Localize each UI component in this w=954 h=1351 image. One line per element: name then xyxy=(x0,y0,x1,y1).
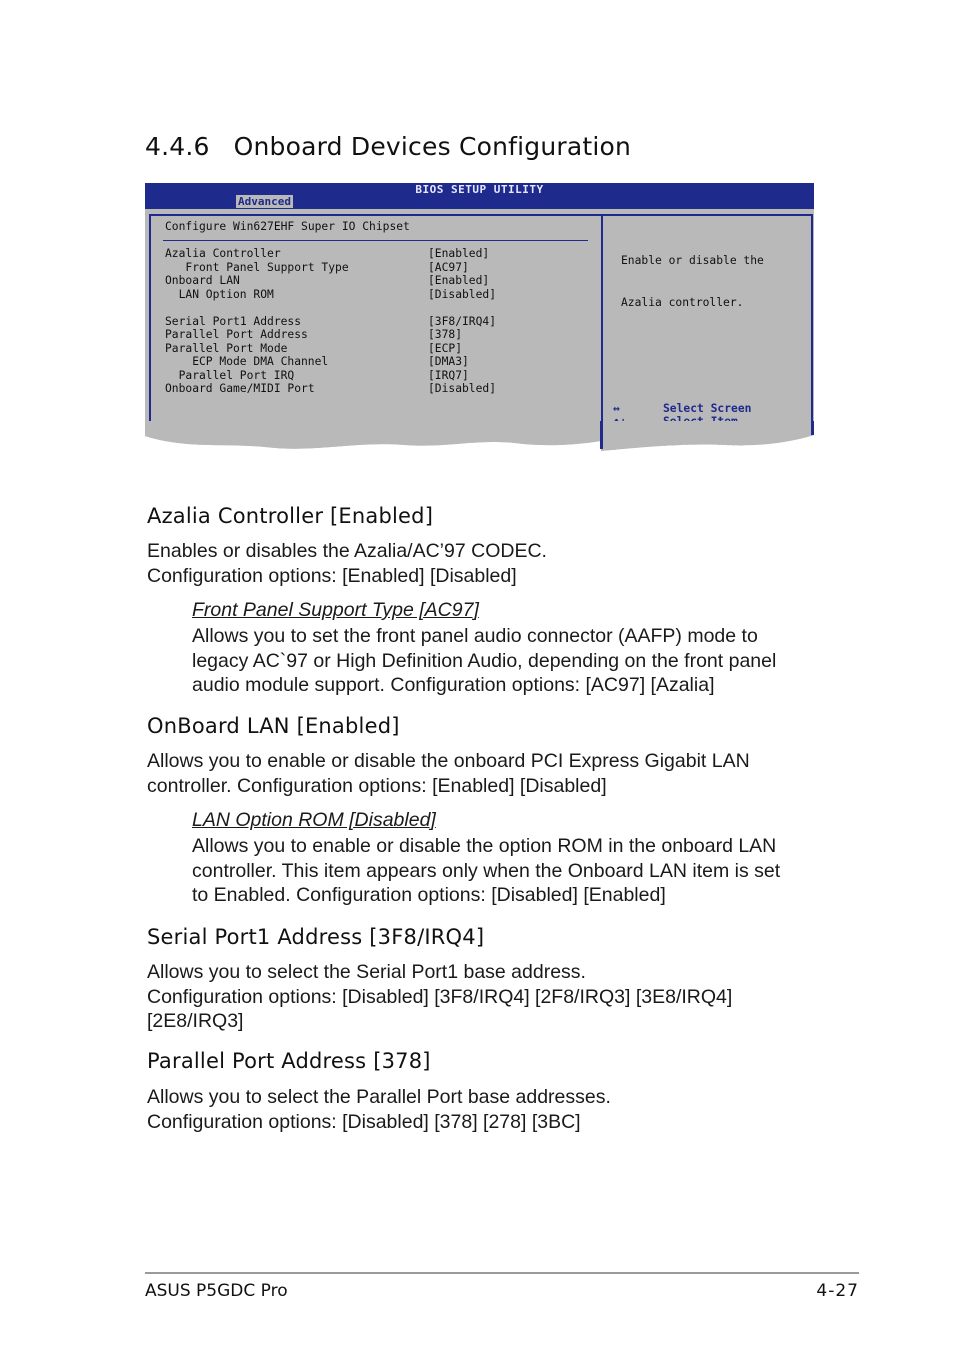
setting-value[interactable]: [Disabled] xyxy=(428,382,497,395)
heading-serial-port: Serial Port1 Address [3F8/IRQ4] xyxy=(147,925,485,949)
setting-value[interactable]: [3F8/IRQ4] xyxy=(428,315,497,328)
text-line: Allows you to enable or disable the option ROM in the onboard LAN xyxy=(192,835,777,857)
divider xyxy=(163,240,588,241)
footer-divider xyxy=(145,1272,859,1274)
setting-label: Parallel Port IRQ xyxy=(178,369,295,382)
setting-label: Azalia Controller xyxy=(165,247,281,260)
text-line: [2E8/IRQ3] xyxy=(147,1010,244,1032)
heading-parallel-port: Parallel Port Address [378] xyxy=(147,1049,431,1073)
subheading-front-panel: Front Panel Support Type [AC97] xyxy=(192,599,479,621)
text-line: Enables or disables the Azalia/AC’97 CODEC. xyxy=(147,540,547,562)
paragraph-lan-option-rom xyxy=(192,834,822,908)
subheading-lan-option-rom: LAN Option ROM [Disabled] xyxy=(192,809,436,831)
setting-label: LAN Option ROM xyxy=(178,288,274,301)
setting-label: Parallel Port Mode xyxy=(165,342,288,355)
page-number: 4-27 xyxy=(816,1281,859,1301)
text-line: Allows you to set the front panel audio connector (AAFP) mode to xyxy=(192,625,758,647)
section-number: 4.4.6 xyxy=(145,132,210,161)
bios-screenshot xyxy=(145,183,814,465)
bios-utility-title: BIOS SETUP UTILITY xyxy=(415,183,544,196)
text-line: to Enabled. Configuration options: [Disabled] [Enabled] xyxy=(192,884,666,906)
footer-product: ASUS P5GDC Pro xyxy=(145,1281,288,1301)
text-line: legacy AC`97 or High Definition Audio, depending on the front panel xyxy=(192,649,777,672)
paragraph-parallel-port xyxy=(147,1085,827,1134)
setting-value[interactable]: [Enabled] xyxy=(428,274,490,287)
help-line: Enable or disable the xyxy=(621,254,764,267)
text-line: Allows you to enable or disable the onboard PCI Express Gigabit LAN xyxy=(147,750,750,772)
setting-value[interactable]: [IRQ7] xyxy=(428,369,469,382)
setting-value[interactable]: [Enabled] xyxy=(428,247,490,260)
setting-label: Serial Port1 Address xyxy=(165,315,302,328)
text-line: Allows you to select the Serial Port1 base address. xyxy=(147,961,586,983)
torn-edge xyxy=(145,421,814,467)
setting-label: Parallel Port Address xyxy=(165,328,308,341)
section-title-text: Onboard Devices Configuration xyxy=(233,132,632,161)
heading-onboard-lan: OnBoard LAN [Enabled] xyxy=(147,714,400,738)
text-line: Configuration options: [Disabled] [3F8/IRQ4] [2F8/IRQ3] [3E8/IRQ4] xyxy=(147,985,733,1008)
help-text xyxy=(621,226,764,338)
key-name: ↔ xyxy=(613,402,620,415)
key-description: Select Screen xyxy=(663,402,752,415)
text-line: controller. This item appears only when the Onboard LAN item is set xyxy=(192,859,781,882)
text-line: Configuration options: [Enabled] [Disabled] xyxy=(147,564,517,587)
paragraph-front-panel xyxy=(192,624,822,698)
setting-label: Onboard LAN xyxy=(165,274,240,287)
text-line: controller. Configuration options: [Enabled] [Disabled] xyxy=(147,774,607,797)
text-line: Configuration options: [Disabled] [378] [278] [3BC] xyxy=(147,1110,581,1133)
heading-azalia-controller: Azalia Controller [Enabled] xyxy=(147,504,434,528)
text-line: audio module support. Configuration options: [AC97] [Azalia] xyxy=(192,674,715,696)
text-line: Allows you to select the Parallel Port base addresses. xyxy=(147,1086,611,1108)
setting-label: ECP Mode DMA Channel xyxy=(192,355,329,368)
setting-value[interactable]: [AC97] xyxy=(428,261,469,274)
paragraph-onboard-lan xyxy=(147,749,827,798)
tab-advanced[interactable]: Advanced xyxy=(238,195,291,208)
paragraph-azalia xyxy=(147,539,827,588)
setting-value[interactable]: [Disabled] xyxy=(428,288,497,301)
setting-label: Onboard Game/MIDI Port xyxy=(165,382,315,395)
setting-value[interactable]: [ECP] xyxy=(428,342,463,355)
setting-value[interactable]: [378] xyxy=(428,328,463,341)
section-title xyxy=(145,132,631,161)
setting-value[interactable]: [DMA3] xyxy=(428,355,469,368)
bios-header-bar xyxy=(145,183,814,209)
panel-heading: Configure Win627EHF Super IO Chipset xyxy=(165,220,410,233)
paragraph-serial-port xyxy=(147,960,827,1034)
setting-label: Front Panel Support Type xyxy=(185,261,349,274)
help-line: Azalia controller. xyxy=(621,296,744,309)
